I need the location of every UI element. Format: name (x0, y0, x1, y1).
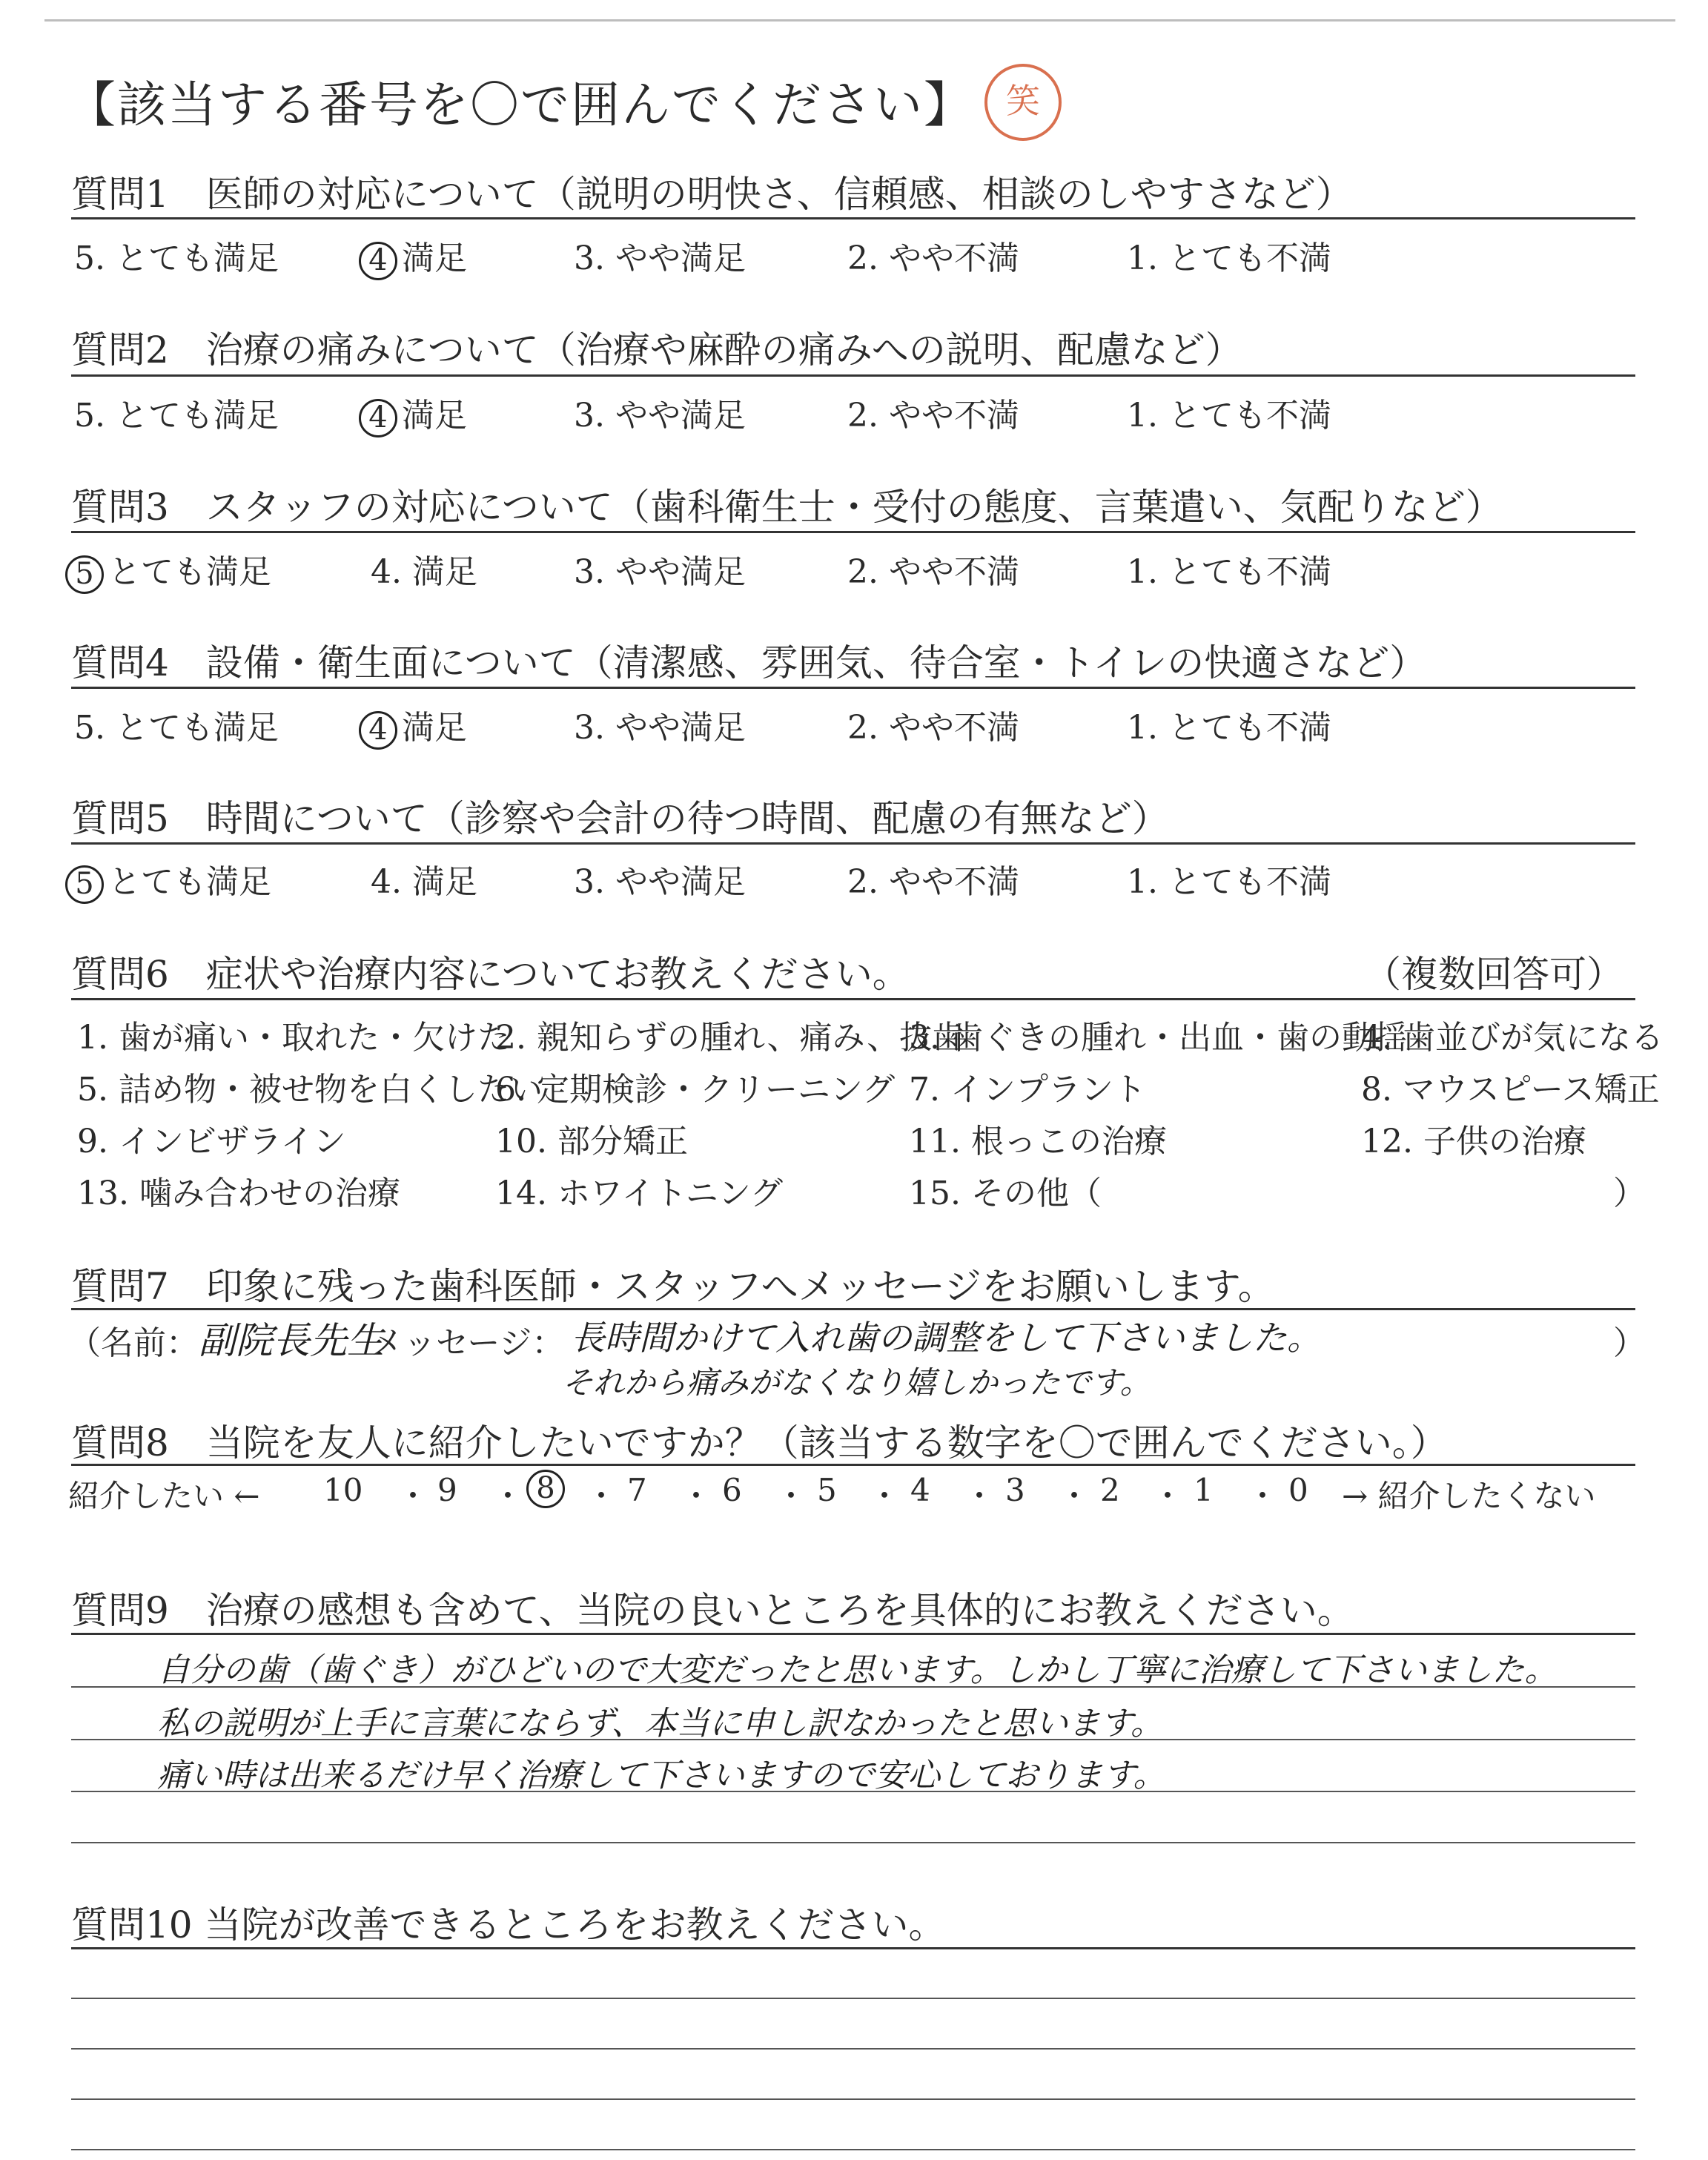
form-title: 【該当する番号を〇で囲んでください】 (67, 76, 974, 133)
q1-option-1[interactable]: 1. とても不満 (1127, 240, 1331, 277)
q8-score-10[interactable]: 10 (323, 1472, 363, 1508)
q5-option-3[interactable]: 3. やや満足 (574, 863, 746, 901)
q1-option-4[interactable] (359, 231, 467, 280)
q6-item[interactable]: 15. その他（ (909, 1175, 1102, 1212)
q5-circled-label: とても満足 (108, 863, 271, 901)
q2-circled-label: 満足 (402, 397, 467, 435)
q4-option-1[interactable]: 1. とても不満 (1127, 709, 1331, 747)
q4-circled-number: 4 (359, 711, 397, 750)
q1-title: 質問1 医師の対応について（説明の明快さ、信頼感、相談のしやすさなど） (71, 173, 1353, 216)
q8-score-1[interactable]: 1 (1194, 1472, 1214, 1508)
q9-rule (71, 1633, 1635, 1635)
q6-item[interactable]: 8. マウスピース矯正 (1361, 1071, 1660, 1109)
q6-item[interactable]: 1. 歯が痛い・取れた・欠けた (77, 1019, 510, 1057)
q1-option-5[interactable]: 5. とても満足 (74, 240, 279, 277)
q6-item[interactable]: 4. 歯並びが気になる (1361, 1019, 1664, 1057)
q7-message-line1[interactable]: 長時間かけて入れ歯の調整をして下さいました。 (571, 1318, 1321, 1358)
top-border (44, 19, 1675, 22)
q9-answer-line[interactable]: 自分の歯（歯ぐき）がひどいので大変だったと思います。しかし丁寧に治療して下さいました。 (157, 1651, 1558, 1689)
q3-option-2[interactable]: 2. やや不満 (847, 553, 1019, 591)
q3-circled-label: とても満足 (108, 553, 271, 591)
q3-option-3[interactable]: 3. やや満足 (574, 553, 746, 591)
q7-close: ） (1613, 1324, 1646, 1362)
q7-title: 質問7 印象に残った歯科医師・スタッフへメッセージをお願いします。 (71, 1265, 1275, 1308)
q3-option-1[interactable]: 1. とても不満 (1127, 553, 1331, 591)
q1-option-3[interactable]: 3. やや満足 (574, 240, 746, 277)
q8-rule (71, 1464, 1635, 1466)
q6-item[interactable]: 7. インプラント (909, 1071, 1146, 1109)
q5-option-1[interactable]: 1. とても不満 (1127, 863, 1331, 901)
q4-option-2[interactable]: 2. やや不満 (847, 709, 1019, 747)
q7-rule (71, 1308, 1635, 1310)
q4-option-5[interactable]: 5. とても満足 (74, 709, 279, 747)
q1-rule (71, 217, 1635, 219)
q5-option-2[interactable]: 2. やや不満 (847, 863, 1019, 901)
q8-score-4[interactable]: 4 (910, 1472, 930, 1508)
q8-dot: ・ (397, 1478, 429, 1514)
q3-option-4[interactable]: 4. 満足 (371, 553, 477, 591)
q8-right-label: → 紹介したくない (1342, 1478, 1596, 1514)
q9-line (71, 1686, 1635, 1688)
q10-line (71, 2149, 1635, 2150)
q5-option-5[interactable] (65, 855, 271, 904)
q6-multiple-note: （複数回答可） (1364, 953, 1623, 996)
q8-dot: ・ (681, 1478, 712, 1514)
q8-dot: ・ (1247, 1478, 1279, 1514)
q5-title: 質問5 時間について（診察や会計の待つ時間、配慮の有無など） (71, 797, 1169, 840)
q1-option-2[interactable]: 2. やや不満 (847, 240, 1019, 277)
q2-title: 質問2 治療の痛みについて（治療や麻酔の痛みへの説明、配慮など） (71, 328, 1242, 371)
q4-option-3[interactable]: 3. やや満足 (574, 709, 746, 747)
q8-score-6[interactable]: 6 (722, 1472, 742, 1508)
q6-other-close: ） (1613, 1175, 1646, 1212)
q10-line (71, 2048, 1635, 2050)
q8-left-label: 紹介したい ← (68, 1478, 260, 1514)
q9-line (71, 1739, 1635, 1740)
q10-line (71, 1998, 1635, 1999)
q10-line (71, 2098, 1635, 2100)
q2-option-5[interactable]: 5. とても満足 (74, 397, 279, 435)
q10-rule (71, 1947, 1635, 1949)
q2-option-3[interactable]: 3. やや満足 (574, 397, 746, 435)
q4-rule (71, 687, 1635, 689)
q8-dot: ・ (586, 1478, 618, 1514)
q8-score-2[interactable]: 2 (1100, 1472, 1120, 1508)
q8-score-0[interactable]: 0 (1288, 1472, 1308, 1508)
q9-line (71, 1791, 1635, 1792)
q2-option-2[interactable]: 2. やや不満 (847, 397, 1019, 435)
q10-title: 質問10 当院が改善できるところをお教えください。 (71, 1903, 946, 1946)
q3-option-5[interactable] (65, 545, 271, 594)
q6-item[interactable]: 5. 詰め物・被せ物を白くしたい (77, 1071, 543, 1109)
q8-score-3[interactable]: 3 (1005, 1472, 1025, 1508)
q7-name-label: （名前： (68, 1324, 199, 1362)
q8-dot: ・ (492, 1478, 524, 1514)
q7-message-line2[interactable]: それから痛みがなくなり嬉しかったです。 (562, 1364, 1151, 1401)
q2-rule (71, 374, 1635, 377)
q9-answer-line[interactable]: 私の説明が上手に言葉にならず、本当に申し訳なかったと思います。 (157, 1705, 1163, 1743)
q8-dot: ・ (1152, 1478, 1184, 1514)
q3-circled-number: 5 (65, 555, 104, 594)
q8-score-9[interactable]: 9 (437, 1472, 457, 1508)
q9-answer-line[interactable]: 痛い時は出来るだけ早く治療して下さいますので安心しております。 (157, 1757, 1166, 1794)
q8-title: 質問8 当院を友人に紹介したいですか？（該当する数字を〇で囲んでください。） (71, 1421, 1448, 1464)
q7-message-label: メッセージ： (371, 1324, 565, 1362)
q6-item[interactable]: 3. 歯ぐきの腫れ・出血・歯の動揺 (909, 1019, 1407, 1057)
q5-circled-number: 5 (65, 865, 104, 904)
q8-dot: ・ (869, 1478, 901, 1514)
q6-item[interactable]: 6. 定期検診・クリーニング (495, 1071, 896, 1109)
q3-rule (71, 531, 1635, 533)
q1-circled-number: 4 (359, 242, 397, 280)
q9-title: 質問9 治療の感想も含めて、当院の良いところを具体的にお教えください。 (71, 1589, 1354, 1632)
q8-score-5[interactable]: 5 (817, 1472, 837, 1508)
q2-circled-number: 4 (359, 399, 397, 437)
q2-option-4[interactable] (359, 389, 467, 437)
q8-score-8-selected[interactable] (526, 1468, 569, 1508)
q3-title: 質問3 スタッフの対応について（歯科衛生士・受付の態度、言葉遣い、気配りなど） (71, 486, 1503, 529)
q8-score-7[interactable]: 7 (627, 1472, 647, 1508)
q6-item[interactable]: 9. インビザライン (77, 1123, 346, 1160)
q9-line (71, 1842, 1635, 1843)
q8-dot: ・ (1059, 1478, 1090, 1514)
q6-item[interactable]: 14. ホワイトニング (495, 1175, 784, 1212)
q5-rule (71, 842, 1635, 845)
q7-name-value[interactable]: 副院長先生 (199, 1319, 384, 1362)
q6-item[interactable]: 10. 部分矯正 (495, 1123, 688, 1160)
q6-rule (71, 998, 1635, 1000)
q8-circled-number: 8 (526, 1470, 565, 1508)
q2-option-1[interactable]: 1. とても不満 (1127, 397, 1331, 435)
q6-item[interactable]: 12. 子供の治療 (1361, 1123, 1586, 1160)
q8-dot: ・ (964, 1478, 996, 1514)
q4-title: 質問4 設備・衛生面について（清潔感、雰囲気、待合室・トイレの快適さなど） (71, 641, 1427, 684)
q1-circled-label: 満足 (402, 240, 467, 277)
q5-option-4[interactable]: 4. 満足 (371, 863, 477, 901)
q6-item[interactable]: 2. 親知らずの腫れ、痛み、抜歯 (495, 1019, 965, 1057)
q6-title: 質問6 症状や治療内容についてお教えください。 (71, 953, 910, 996)
q6-item[interactable]: 13. 噛み合わせの治療 (77, 1175, 400, 1212)
q4-option-4[interactable] (359, 701, 467, 750)
q6-item[interactable]: 11. 根っこの治療 (909, 1123, 1167, 1160)
hanko-stamp: 笑 (984, 64, 1062, 141)
q4-circled-label: 満足 (402, 709, 467, 747)
q8-dot: ・ (775, 1478, 807, 1514)
